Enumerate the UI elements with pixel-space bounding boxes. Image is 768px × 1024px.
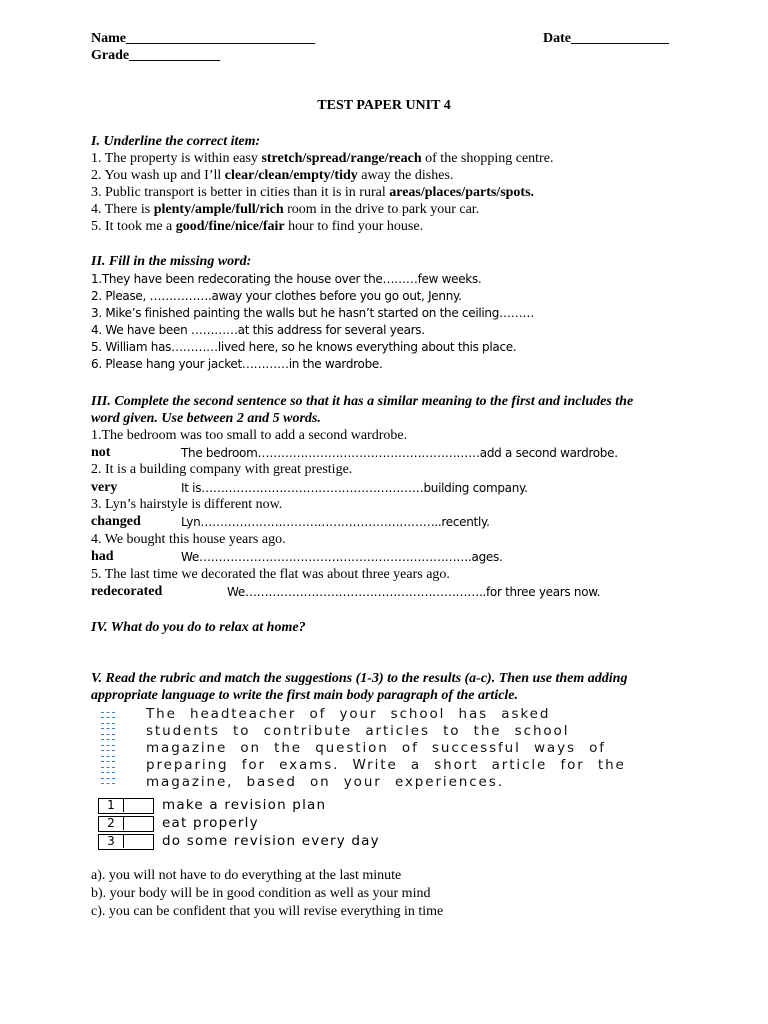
- answer-line[interactable]: We……………………………………………………..for three years now.: [227, 585, 601, 599]
- answer-line[interactable]: We…………………………………………………………….ages.: [181, 550, 503, 564]
- section-3-heading-cont: word given. Use between 2 and 5 words.: [91, 411, 321, 426]
- item-options: stretch/spread/range/reach: [261, 151, 422, 166]
- suggestion-text: eat properly: [162, 815, 259, 831]
- list-item: 2. Please, …………….away your clothes before you go out, Jenny.: [91, 289, 462, 303]
- list-item: 3. Mike’s finished painting the walls but he hasn’t started on the ceiling………: [91, 306, 535, 320]
- item-options: good/fine/nice/fair: [175, 219, 285, 234]
- list-item: c). you can be confident that you will revise everything in time: [91, 904, 444, 919]
- item-text: 1. The property is within easy: [91, 151, 262, 166]
- item-text: 2. You wash up and I’ll: [91, 168, 225, 183]
- item-options: clear/clean/empty/tidy: [224, 168, 358, 183]
- list-item: 5. William has…………lived here, so he knows everything about this place.: [91, 340, 517, 354]
- list-item: [91, 167, 553, 184]
- section-4-heading: IV. What do you do to relax at home?: [91, 620, 306, 635]
- answer-box[interactable]: [98, 834, 154, 850]
- item-options: areas/places/parts/spots.: [389, 185, 535, 200]
- section-5-heading-cont: appropriate language to write the first main body paragraph of the article.: [91, 688, 519, 703]
- item-text: room in the drive to park your car.: [283, 202, 480, 217]
- rubric-line: magazine on the question of successful ways of: [146, 740, 606, 756]
- table-row: 1.The bedroom was too small to add a second wardrobe.: [91, 428, 408, 443]
- suggestion-number: 3: [99, 834, 124, 848]
- list-item: 1.They have been redecorating the house over the………few weeks.: [91, 272, 482, 286]
- section-5-heading: V. Read the rubric and match the suggestions (1-3) to the results (a-c). Then use them adding: [91, 671, 628, 686]
- section-1-heading: I. Underline the correct item:: [91, 134, 261, 149]
- suggestion-number: 2: [99, 816, 124, 830]
- page-title: TEST PAPER UNIT 4: [317, 98, 451, 113]
- table-row: 4. We bought this house years ago.: [91, 532, 286, 547]
- suggestion-text: do some revision every day: [162, 833, 380, 849]
- item-text: away the dishes.: [357, 168, 454, 183]
- list-item: [91, 184, 553, 201]
- rubric-line: students to contribute articles to the school: [146, 723, 570, 739]
- list-item: a). you will not have to do everything at the last minute: [91, 868, 402, 883]
- item-text: hour to find your house.: [284, 219, 424, 234]
- answer-line[interactable]: It is…………………………………………………building company.: [181, 481, 528, 495]
- answer-box[interactable]: [98, 816, 154, 832]
- key-word: had: [91, 549, 114, 564]
- rubric-text: [146, 706, 636, 791]
- item-text: of the shopping centre.: [421, 151, 554, 166]
- list-item: [91, 218, 553, 235]
- date-field[interactable]: Date______________: [543, 31, 669, 46]
- rubric-box: [98, 706, 658, 790]
- spiral-binding-icon: [98, 712, 120, 786]
- item-text: 3. Public transport is better in cities than it is in rural: [91, 185, 390, 200]
- answer-box[interactable]: [98, 798, 154, 814]
- key-word: not: [91, 445, 111, 460]
- list-item: 6. Please hang your jacket…………in the wardrobe.: [91, 357, 383, 371]
- section-1-list: [91, 150, 553, 235]
- key-word: changed: [91, 514, 141, 529]
- answer-line[interactable]: The bedroom…………………………………………………add a second wardrobe.: [181, 446, 618, 460]
- rubric-line: preparing for exams. Write a short article for the: [146, 757, 626, 773]
- list-item: 4. We have been …………at this address for several years.: [91, 323, 425, 337]
- key-word: redecorated: [91, 584, 163, 599]
- table-row: 3. Lyn’s hairstyle is different now.: [91, 497, 283, 512]
- section-3-heading: III. Complete the second sentence so that it has a similar meaning to the first and includes the: [91, 394, 634, 409]
- rubric-line: magazine, based on your experiences.: [146, 774, 504, 790]
- section-2-list: [91, 271, 534, 373]
- suggestion-text: make a revision plan: [162, 797, 327, 813]
- list-item: [91, 201, 553, 218]
- key-word: very: [91, 480, 118, 495]
- suggestion-number: 1: [99, 798, 124, 812]
- list-item: b). your body will be in good condition as well as your mind: [91, 886, 431, 901]
- item-text: 4. There is: [91, 202, 154, 217]
- list-item: [91, 150, 553, 167]
- name-field[interactable]: Name___________________________: [91, 31, 315, 46]
- section-2-heading: II. Fill in the missing word:: [91, 254, 252, 269]
- table-row: 5. The last time we decorated the flat was about three years ago.: [91, 567, 450, 582]
- grade-field[interactable]: Grade_____________: [91, 48, 221, 63]
- item-options: plenty/ample/full/rich: [153, 202, 284, 217]
- answer-line[interactable]: Lyn……………………………………………………..recently.: [181, 515, 490, 529]
- item-text: 5. It took me a: [91, 219, 176, 234]
- table-row: 2. It is a building company with great prestige.: [91, 462, 353, 477]
- section-5-results: [91, 867, 443, 921]
- rubric-line: The headteacher of your school has asked: [146, 706, 551, 722]
